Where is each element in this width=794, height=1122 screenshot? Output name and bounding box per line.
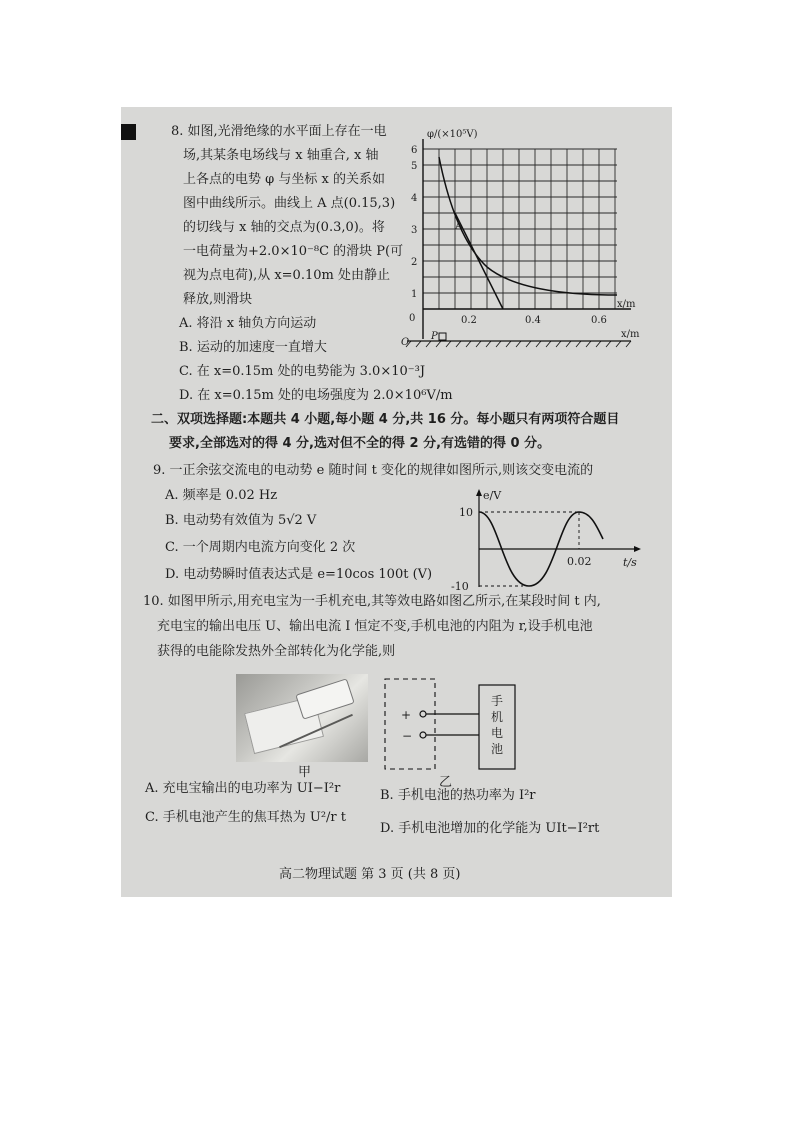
potential-curve bbox=[439, 157, 617, 295]
charging-photo bbox=[236, 674, 368, 762]
negative-terminal bbox=[420, 732, 426, 738]
figure-b-caption: 乙 bbox=[439, 775, 453, 790]
q8-line: 8. 如图,光滑绝缘的水平面上存在一电 bbox=[171, 124, 387, 139]
corner-marker bbox=[121, 124, 136, 140]
emf-x-arrow bbox=[634, 546, 641, 552]
y-tick: 1 bbox=[411, 289, 418, 300]
slider-block bbox=[439, 333, 446, 340]
y-tick: 6 bbox=[411, 145, 418, 156]
equivalent-circuit bbox=[383, 677, 523, 779]
section-2-heading: 二、双项选择题:本题共 4 小题,每小题 4 分,共 16 分。每小题只有两项符合题目 bbox=[151, 412, 620, 427]
q8-line: 场,其某条电场线与 x 轴重合, x 轴 bbox=[183, 148, 379, 163]
q9-option-a: A. 频率是 0.02 Hz bbox=[165, 488, 278, 503]
battery-label-char: 手 bbox=[491, 694, 504, 708]
y-tick: 5 bbox=[411, 161, 418, 172]
y-axis-label: φ/(×10⁵V) bbox=[427, 129, 478, 140]
slider-label: P bbox=[431, 331, 438, 342]
x-axis-label: x/m bbox=[617, 299, 636, 310]
q8-line: 视为点电荷),从 x=0.10m 处由静止 bbox=[183, 268, 390, 283]
q10-option-d: D. 手机电池增加的化学能为 UIt−I²rt bbox=[380, 821, 600, 836]
x-tick: 0.2 bbox=[461, 315, 477, 326]
q9-option-d: D. 电动势瞬时值表达式是 e=10cos 100t (V) bbox=[165, 567, 433, 582]
section-2-heading-cont: 要求,全部选对的得 4 分,选对但不全的得 2 分,有选错的得 0 分。 bbox=[169, 436, 551, 451]
q10-option-a: A. 充电宝输出的电功率为 UI−I²r bbox=[145, 781, 341, 796]
exam-page bbox=[121, 107, 672, 897]
potential-graph bbox=[391, 117, 646, 352]
minus-sign: − bbox=[402, 729, 413, 743]
q8-line: 释放,则滑块 bbox=[183, 292, 253, 307]
q9-option-c: C. 一个周期内电流方向变化 2 次 bbox=[165, 540, 356, 555]
origin-label: 0 bbox=[409, 313, 416, 324]
q8-option-a: A. 将沿 x 轴负方向运动 bbox=[179, 316, 317, 331]
power-bank-box bbox=[385, 679, 435, 769]
y-tick: 4 bbox=[411, 193, 418, 204]
battery-label-char: 电 bbox=[491, 726, 504, 740]
emf-x-tick: 0.02 bbox=[567, 555, 592, 568]
emf-x-label: t/s bbox=[623, 556, 637, 569]
battery-label-char: 机 bbox=[491, 710, 504, 724]
q8-option-b: B. 运动的加速度一直增大 bbox=[179, 340, 327, 355]
grid bbox=[423, 149, 617, 309]
x-tick: 0.6 bbox=[591, 315, 607, 326]
plus-sign: + bbox=[401, 708, 412, 722]
emf-graph bbox=[451, 487, 651, 597]
q10-option-c: C. 手机电池产生的焦耳热为 U²/r t bbox=[145, 810, 346, 825]
emf-y-min: -10 bbox=[451, 580, 469, 593]
emf-y-arrow bbox=[476, 489, 482, 496]
q9-stem: 9. 一正余弦交流电的电动势 e 随时间 t 变化的规律如图所示,则该交变电流的 bbox=[153, 463, 594, 478]
q10-option-b: B. 手机电池的热功率为 I²r bbox=[380, 788, 536, 803]
emf-y-max: 10 bbox=[459, 506, 473, 519]
q8-line: 一电荷量为+2.0×10⁻⁸C 的滑块 P(可 bbox=[183, 244, 404, 259]
phone bbox=[295, 678, 354, 719]
q8-line: 上各点的电势 φ 与坐标 x 的关系如 bbox=[183, 172, 385, 187]
q8-option-d: D. 在 x=0.15m 处的电场强度为 2.0×10⁶V/m bbox=[179, 388, 453, 403]
x-tick: 0.4 bbox=[525, 315, 541, 326]
q10-line: 充电宝的输出电压 U、输出电流 I 恒定不变,手机电池的内阻为 r,设手机电池 bbox=[157, 619, 593, 634]
ground-x-label: x/m bbox=[621, 329, 640, 340]
emf-y-label: e/V bbox=[483, 489, 502, 502]
q8-line: 图中曲线所示。曲线上 A 点(0.15,3) bbox=[183, 196, 396, 211]
page-footer: 高二物理试题 第 3 页 (共 8 页) bbox=[279, 867, 461, 882]
figure-a-caption: 甲 bbox=[298, 765, 312, 780]
q9-option-b: B. 电动势有效值为 5√2 V bbox=[165, 513, 317, 528]
y-tick: 2 bbox=[411, 257, 418, 268]
ground-hatch bbox=[406, 341, 631, 347]
point-a-label: A bbox=[455, 219, 463, 232]
ground-origin-label: O bbox=[401, 337, 410, 348]
q10-line: 获得的电能除发热外全部转化为化学能,则 bbox=[157, 644, 396, 659]
y-tick: 3 bbox=[411, 225, 418, 236]
q8-option-c: C. 在 x=0.15m 处的电势能为 3.0×10⁻³J bbox=[179, 364, 426, 379]
positive-terminal bbox=[420, 711, 426, 717]
q8-line: 的切线与 x 轴的交点为(0.3,0)。将 bbox=[183, 220, 385, 235]
q10-line: 10. 如图甲所示,用充电宝为一手机充电,其等效电路如图乙所示,在某段时间 t 内, bbox=[143, 594, 601, 609]
battery-label-char: 池 bbox=[491, 742, 504, 756]
